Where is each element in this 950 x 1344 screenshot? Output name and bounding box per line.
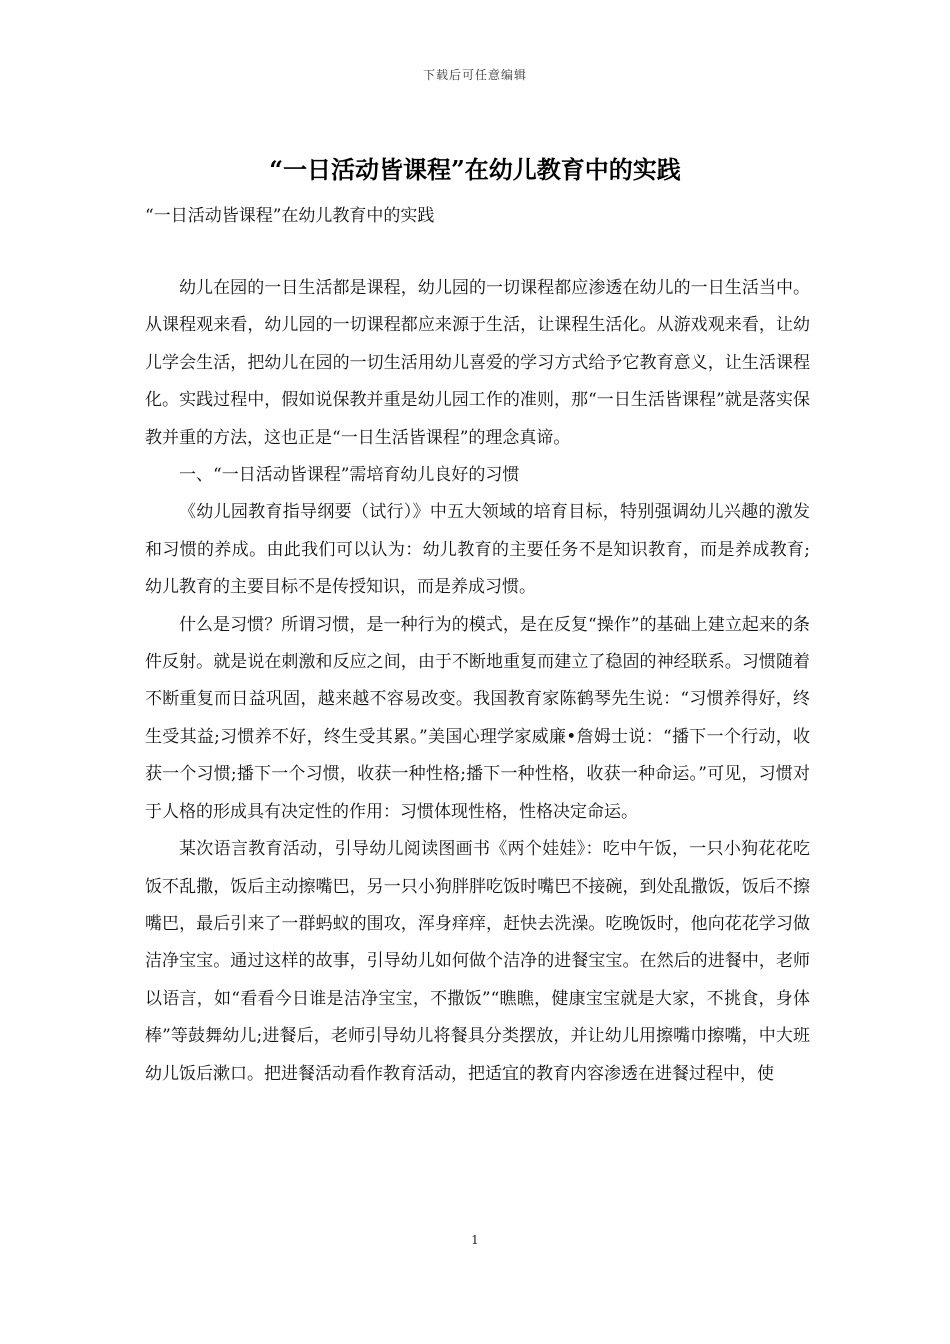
paragraph: 什么是习惯？所谓习惯，是一种行为的模式，是在反复“操作”的基础上建立起来的条件反射。就是说在刺激和反应之间，由于不断地重复而建立了稳固的神经联系。习惯随着不断重复而日益巩固，越来越不容易改变。我国教育家陈鹤琴先生说：“习惯养得好，终生受其益;习惯养不好，终生受其累。”美国心理学家威廉•詹姆士说：“播下一个行动，收获一个习惯;播下一个习惯，收获一种性格;播下一种性格，收获一种命运。”可见，习惯对于人格的形成具有决定性的作用：习惯体现性格，性格决定命运。	[145, 614, 810, 822]
paragraph: 《幼儿园教育指导纲要（试行）》中五大领域的培育目标，特别强调幼儿兴趣的激发和习惯的养成。由此我们可以认为：幼儿教育的主要任务不是知识教育，而是养成教育;幼儿教育的主要目标不是传授知识，而是养成习惯。	[145, 502, 810, 598]
document-title: “一日活动皆课程”在幼儿教育中的实践	[269, 155, 681, 184]
paragraph: 某次语言教育活动，引导幼儿阅读图画书《两个娃娃》：吃中午饭，一只小狗花花吃饭不乱撒，饭后主动擦嘴巴，另一只小狗胖胖吃饭时嘴巴不接碗，到处乱撒饭，饭后不擦嘴巴，最后引来了一群蚂蚁的围攻，浑身痒痒，赶快去洗澡。吃晚饭时，他向花花学习做洁净宝宝。通过这样的故事，引导幼儿如何做个洁净的进餐宝宝。在然后的进餐中，老师以语言，如“看看今日谁是洁净宝宝，不撒饭”“瞧瞧，健康宝宝就是大家，不挑食，身体棒”等鼓舞幼儿;进餐后，老师引导幼儿将餐具分类摆放，并让幼儿用擦嘴巾擦嘴，中大班幼儿饭后漱口。把进餐活动看作教育活动，把适宜的教育内容渗透在进餐过程中，使	[145, 839, 810, 1084]
document-body	[145, 270, 810, 1093]
section-heading: 一、“一日活动皆课程”需培育幼儿良好的习惯	[179, 465, 520, 486]
paragraph: 幼儿在园的一日生活都是课程，幼儿园的一切课程都应渗透在幼儿的一日生活当中。从课程观来看，幼儿园的一切课程都应来源于生活，让课程生活化。从游戏观来看，让幼儿学会生活，把幼儿在园的一切生活用幼儿喜爱的学习方式给予它教育意义，让生活课程化。实践过程中，假如说保教并重是幼儿园工作的准则，那“一日生活皆课程”就是落实保教并重的方法，这也正是“一日生活皆课程”的理念真谛。	[145, 278, 810, 448]
document-subtitle: “一日活动皆课程”在幼儿教育中的实践	[145, 206, 435, 226]
page-header: 下载后可任意编辑	[422, 68, 527, 82]
page-number: 1	[471, 1233, 479, 1247]
